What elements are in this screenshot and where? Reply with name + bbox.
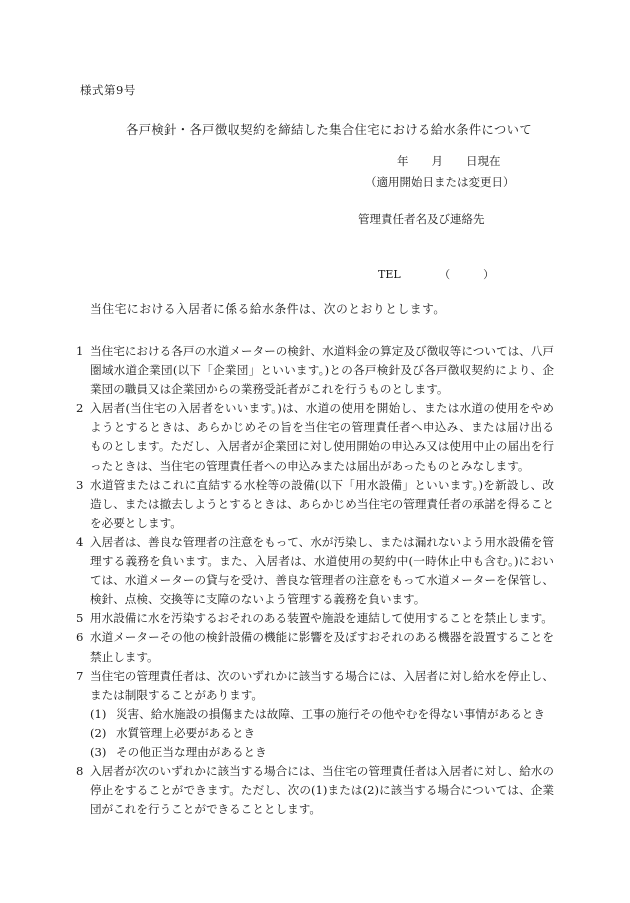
- list-item: [76, 628, 554, 666]
- list-item: [76, 533, 554, 609]
- sub-item-number: (2): [90, 725, 107, 740]
- sub-item: [76, 724, 554, 743]
- item-text: 用水設備に水を汚染するおそれのある装置や施設を連結して使用することを禁止します。: [90, 611, 553, 626]
- tel-line: TEL （ ）: [378, 268, 495, 281]
- item-text: 入居者が次のいずれかに該当する場合には、当住宅の管理責任者は入居者に対し、給水の停止をすることができます。ただし、次の(1)または(2)に該当する場合については、企業団がこれを行うことができることとします。: [90, 764, 554, 817]
- date-line: 年 月 日現在: [397, 154, 501, 168]
- item-text: 入居者(当住宅の入居者をいいます。)は、水道の使用を開始し、または水道の使用をやめようとするときは、あらかじめその旨を当住宅の管理責任者へ申込み、または届け出るものとします。ただし、入居者が企業団に対し使用開始の申込み又は使用中止の届出を行ったときは、当住宅の管理責任者への申込みまたは届出があったものとみなします。: [90, 401, 554, 473]
- item-number: 2: [76, 401, 84, 416]
- item-text: 当住宅の管理責任者は、次のいずれかに該当する場合には、入居者に対し給水を停止し、または制限することがあります。: [90, 668, 554, 702]
- sub-item-number: (3): [90, 744, 107, 759]
- list-item: [76, 667, 554, 705]
- manager-contact-label: 管理責任者名及び連絡先: [358, 212, 485, 226]
- list-item: [76, 609, 554, 628]
- form-number: 様式第9号: [80, 83, 136, 97]
- item-number: 4: [76, 534, 84, 549]
- conditions-list: [76, 342, 554, 819]
- item-text: 水道メーターその他の検針設備の機能に影響を及ぼすおそれのある機器を設置することを禁止します。: [90, 630, 554, 664]
- date-note: （適用開始日または変更日）: [365, 175, 515, 189]
- item-text: 入居者は、善良な管理者の注意をもって、水が汚染し、または漏れないよう用水設備を管理する義務を負います。また、入居者は、水道使用の契約中(一時休止中も含む。)においては、水道メーターの貸与を受け、善良な管理者の注意をもって水道メーターを保管し、検針、点検、交換等に支障のないよう管理する義務を負います。: [90, 534, 554, 607]
- list-item: [76, 342, 554, 399]
- sub-item-text: その他正当な理由があるとき: [116, 744, 267, 759]
- item-number: 7: [76, 668, 84, 683]
- sub-item: [76, 743, 554, 762]
- sub-item-text: 災害、給水施設の損傷または故障、工事の施行その他やむを得ない事情があるとき: [116, 706, 545, 721]
- item-text: 当住宅における各戸の水道メーターの検針、水道料金の算定及び徴収等については、八戸圏域水道企業団(以下「企業団」といいます。)との各戸検針及び各戸徴収契約により、企業団の職員又は企業団からの業務受託者がこれを行うものとします。: [90, 344, 554, 397]
- list-item: [76, 476, 554, 533]
- sub-item: [76, 705, 554, 724]
- document-title: 各戸検針・各戸徴収契約を締結した集合住宅における給水条件について: [126, 123, 533, 137]
- item-number: 5: [76, 611, 84, 626]
- item-number: 1: [76, 344, 84, 358]
- list-item: [76, 762, 554, 819]
- sub-item-number: (1): [90, 706, 107, 721]
- item-text: 水道管またはこれに直結する水栓等の設備(以下「用水設備」といいます。)を新設し、改造し、または撤去しようとするときは、あらかじめ当住宅の管理責任者の承諾を得ることを必要とします。: [90, 477, 554, 530]
- item-number: 6: [76, 630, 84, 645]
- sub-item-text: 水質管理上必要があるとき: [116, 725, 256, 740]
- item-number: 3: [76, 477, 84, 492]
- list-item: [76, 399, 554, 475]
- item-number: 8: [76, 764, 84, 779]
- intro-text: 当住宅における入居者に係る給水条件は、次のとおりとします。: [90, 302, 446, 316]
